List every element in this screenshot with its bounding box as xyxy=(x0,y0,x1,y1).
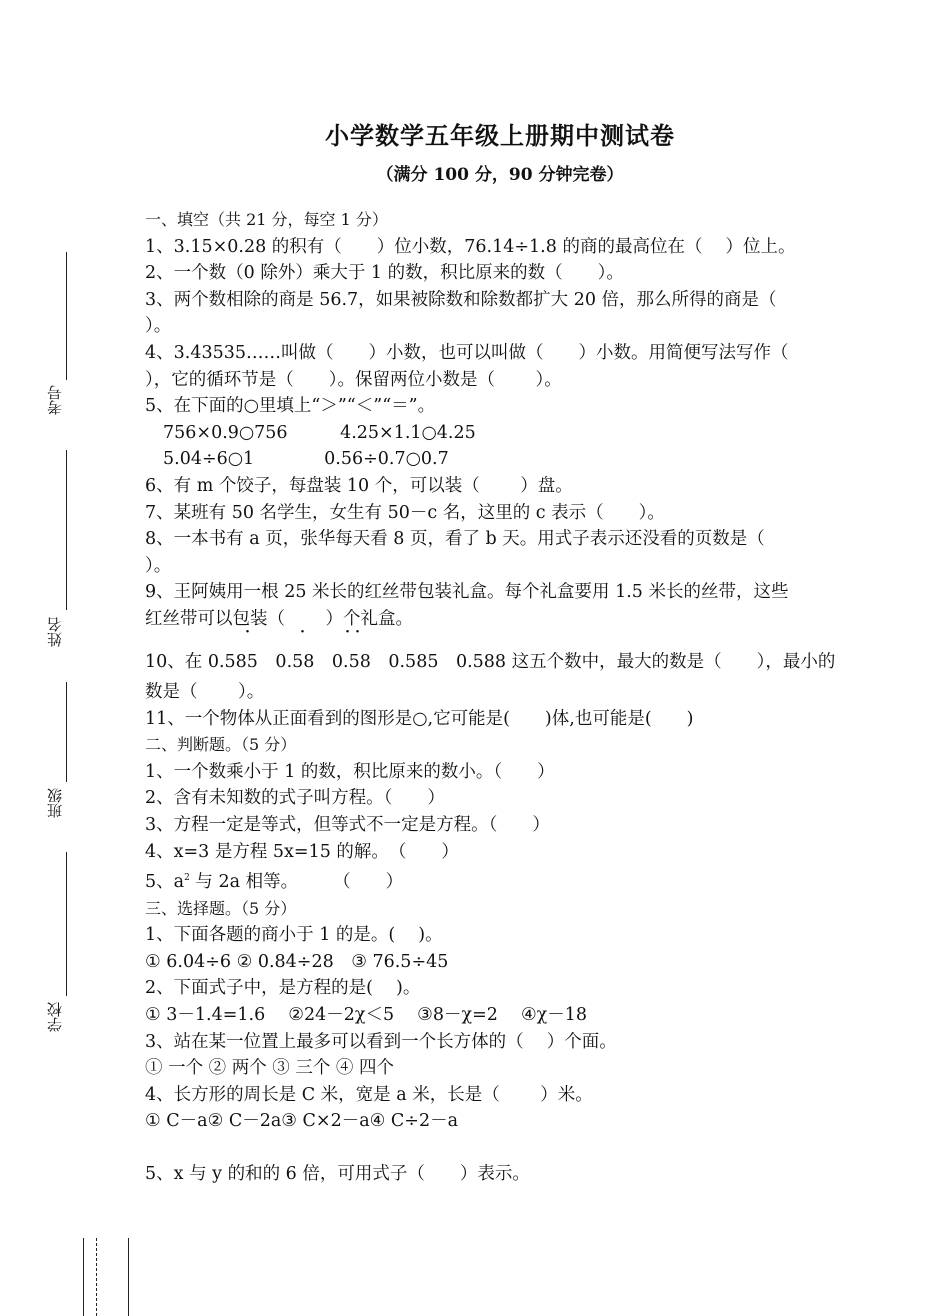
question-1-5: 5、在下面的○里填上“＞”“＜”“＝”。 xyxy=(145,396,436,417)
section-1-heading: 一、填空（共 21 分，每空 1 分） xyxy=(145,210,388,229)
question-1-3: 3、两个数相除的商是 56.7，如果被除数和除数都扩大 20 倍，那么所得的商是（ xyxy=(145,289,777,310)
section-3-heading: 三、选择题。（5 分） xyxy=(145,898,297,918)
question-3-1: 1、下面各题的商小于 1 的是。( )。 xyxy=(145,925,443,946)
question-3-4: 4、长方形的周长是 C 米，宽是 a 米，长是（ ）米。 xyxy=(145,1084,593,1105)
exam-content xyxy=(145,207,857,1188)
question-2-3: 3、方程一定是等式，但等式不一定是方程。（ ） xyxy=(145,815,550,836)
question-1-6: 6、有 m 个饺子，每盘装 10 个，可以装（ ）盘。 xyxy=(145,475,573,496)
cut-line-dashed xyxy=(96,1238,97,1316)
exponent: 2 xyxy=(184,873,190,884)
question-1-5-row-1: 756×0.9○756 4.25×1.1○4.25 xyxy=(163,422,476,443)
question-1-8-cont: ）。 xyxy=(145,555,172,576)
question-1-1: 1、3.15×0.28 的积有（ ）位小数，76.14÷1.8 的商的最高位在（ ）位上。 xyxy=(145,236,796,257)
question-1-11: 11、一个物体从正面看到的图形是○,它可能是( )体,也可能是( ) xyxy=(145,708,694,729)
question-2-5 xyxy=(145,865,857,895)
question-3-4-options: ① C－a② C－2a③ C×2－a④ C÷2－a xyxy=(145,1111,459,1132)
section-2-heading: 二、判断题。（5 分） xyxy=(145,735,297,755)
class-fill-line[interactable] xyxy=(66,682,67,782)
question-2-1: 1、一个数乘小于 1 的数，积比原来的数小。（ ） xyxy=(145,761,555,782)
blank-gap xyxy=(145,1135,857,1161)
question-1-9: 9、王阿姨用一根 25 米长的红丝带包装礼盒。每个礼盒要用 1.5 米长的丝带，这些 xyxy=(145,582,789,603)
question-1-5-row-2: 5.04÷6○1 0.56÷0.7○0.7 xyxy=(163,449,449,470)
school-label: 学校 xyxy=(46,1002,64,1032)
recurring-dot: ˙ xyxy=(353,627,362,649)
school-fill-line[interactable] xyxy=(66,852,67,996)
question-3-1-options: ① 6.04÷6 ② 0.84÷28 ③ 76.5÷45 xyxy=(145,951,449,972)
repeating-decimal-dots xyxy=(145,627,857,649)
question-1-4-cont: ），它的循环节是（ ）。保留两位小数是（ ）。 xyxy=(145,369,562,390)
cut-line-right xyxy=(128,1238,129,1316)
question-1-8: 8、一本书有 a 页，张华每天看 8 页，看了 b 天。用式子表示还没看的页数是（ xyxy=(145,529,765,550)
question-2-4: 4、x=3 是方程 5x=15 的解。 （ ） xyxy=(145,841,459,862)
page-title: 小学数学五年级上册期中测试卷 xyxy=(325,121,675,150)
name-label: 姓名 xyxy=(46,617,64,647)
recurring-dot: ˙ xyxy=(243,627,252,649)
recurring-dot: ˙ xyxy=(343,627,352,649)
question-2-2: 2、含有未知数的式子叫方程。（ ） xyxy=(145,788,445,809)
page-subtitle: （满分 100 分，90 分钟完卷） xyxy=(376,165,624,185)
question-1-2: 2、一个数（0 除外）乘大于 1 的数，积比原来的数（ ）。 xyxy=(145,263,624,284)
cut-line-left xyxy=(83,1238,84,1316)
exam-no-label: 考号 xyxy=(46,385,64,415)
question-1-7: 7、某班有 50 名学生，女生有 50－c 名，这里的 c 表示（ ）。 xyxy=(145,502,665,523)
question-3-2: 2、下面式子中，是方程的是( )。 xyxy=(145,978,421,999)
question-3-2-options: ① 3－1.4=1.6 ②24－2χ＜5 ③8－χ=2 ④χ－18 xyxy=(145,1005,588,1026)
question-1-10: 10、在 0.585 0.58 0.58 0.585 0.588 这五个数中，最大的数是（ ），最小的 xyxy=(145,651,836,672)
class-label: 班级 xyxy=(46,788,64,818)
exam-no-fill-line[interactable] xyxy=(66,252,67,380)
question-1-4: 4、3.43535……叫做（ ）小数，也可以叫做（ ）小数。用简便写法写作（ xyxy=(145,342,789,363)
question-3-3: 3、站在某一位置上最多可以看到一个长方体的（ ）个面。 xyxy=(145,1031,617,1052)
question-2-5-rest: 与 2a 相等。 （ ） xyxy=(189,872,404,893)
question-1-9-cont: 红丝带可以包装（ ）个礼盒。 xyxy=(145,608,414,629)
question-3-5: 5、x 与 y 的和的 6 倍，可用式子（ ）表示。 xyxy=(145,1164,530,1185)
question-1-10-cont: 数是（ ）。 xyxy=(145,682,265,703)
question-2-5-a: 5、a xyxy=(145,872,185,893)
recurring-dot: ˙ xyxy=(298,627,307,649)
question-1-3-cont: ）。 xyxy=(145,316,172,337)
question-3-3-options: ① 一个 ② 两个 ③ 三个 ④ 四个 xyxy=(145,1058,394,1079)
name-fill-line[interactable] xyxy=(66,450,67,610)
